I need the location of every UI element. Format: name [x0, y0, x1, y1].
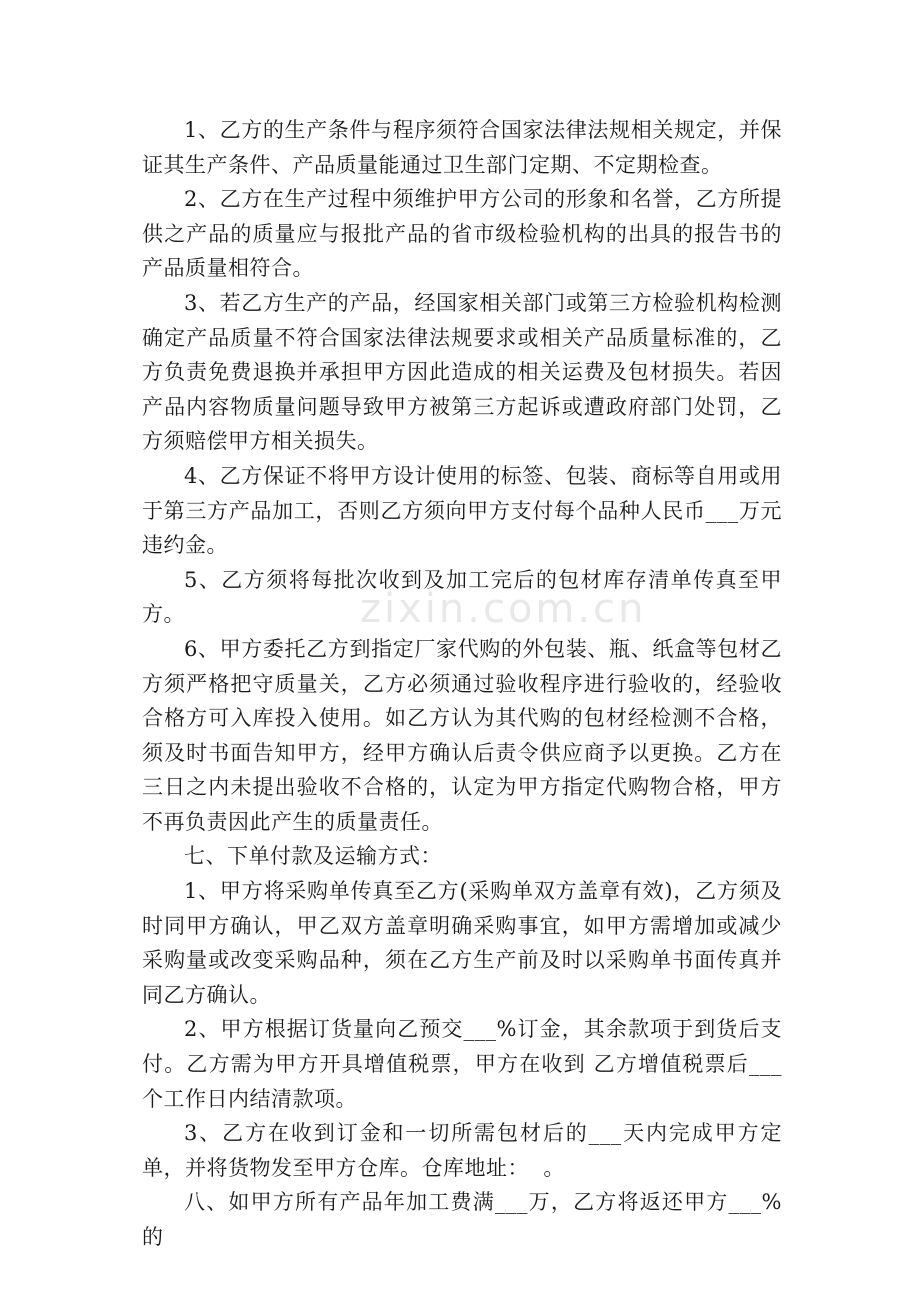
- clause-delivery: 3、乙方在收到订金和一切所需包材后的___天内完成甲方定单，并将货物发至甲方仓库。仓库地址： 。: [142, 1121, 782, 1180]
- section-heading-rebate: 八、如甲方所有产品年加工费满___万，乙方将返还甲方___%的: [142, 1190, 782, 1249]
- clause-purchase-order: 1、甲方将采购单传真至乙方(采购单双方盖章有效)，乙方须及时同甲方确认，甲乙双方盖章明确采购事宜，如甲方需增加或减少采购量或改变采购品种，须在乙方生产前及时以采购单书面传真并同乙方确认。: [142, 879, 782, 1007]
- clause-deposit: 2、甲方根据订货量向乙预交___%订金，其余款项于到货后支付。乙方需为甲方开具增值税票，甲方在收到 乙方增值税票后___个工作日内结清款项。: [142, 1017, 782, 1111]
- clause-packaging-inspection: 6、甲方委托乙方到指定厂家代购的外包装、瓶、纸盒等包材乙方须严格把守质量关，乙方必须通过验收程序进行验收的，经验收合格方可入库投入使用。如乙方认为其代购的包材经检测不合格，须及时书面告知甲方，经甲方确认后责令供应商予以更换。乙方在三日之内未提出验收不合格的，认定为甲方指定代购物合格，甲方不再负责因此产生的质量责任。: [142, 636, 782, 834]
- clause-inventory-report: 5、乙方须将每批次收到及加工完后的包材库存清单传真至甲方。: [142, 567, 782, 627]
- watermark: zixin.com.cn: [360, 586, 647, 632]
- clause-quality-compliance: 1、乙方的生产条件与程序须符合国家法律法规相关规定，并保证其生产条件、产品质量能通过卫生部门定期、不定期检查。: [142, 118, 782, 177]
- clause-brand-image: 2、乙方在生产过程中须维护甲方公司的形象和名誉，乙方所提供之产品的质量应与报批产品的省市级检验机构的出具的报告书的产品质量相符合。: [142, 187, 782, 281]
- clause-label-usage: 4、乙方保证不将甲方设计使用的标签、包装、商标等自用或用于第三方产品加工，否则乙方须向甲方支付每个品种人民币___万元违约金。: [142, 463, 782, 558]
- section-heading-payment: 七、下单付款及运输方式：: [184, 844, 442, 869]
- document-body: [142, 113, 782, 1255]
- clause-quality-liability: 3、若乙方生产的产品，经国家相关部门或第三方检验机构检测确定产品质量不符合国家法律法规要求或相关产品质量标准的，乙方负责免费退换并承担甲方因此造成的相关运费及包材损失。若因产品内容物质量问题导致甲方被第三方起诉或遭政府部门处罚，乙方须赔偿甲方相关损失。: [142, 290, 782, 454]
